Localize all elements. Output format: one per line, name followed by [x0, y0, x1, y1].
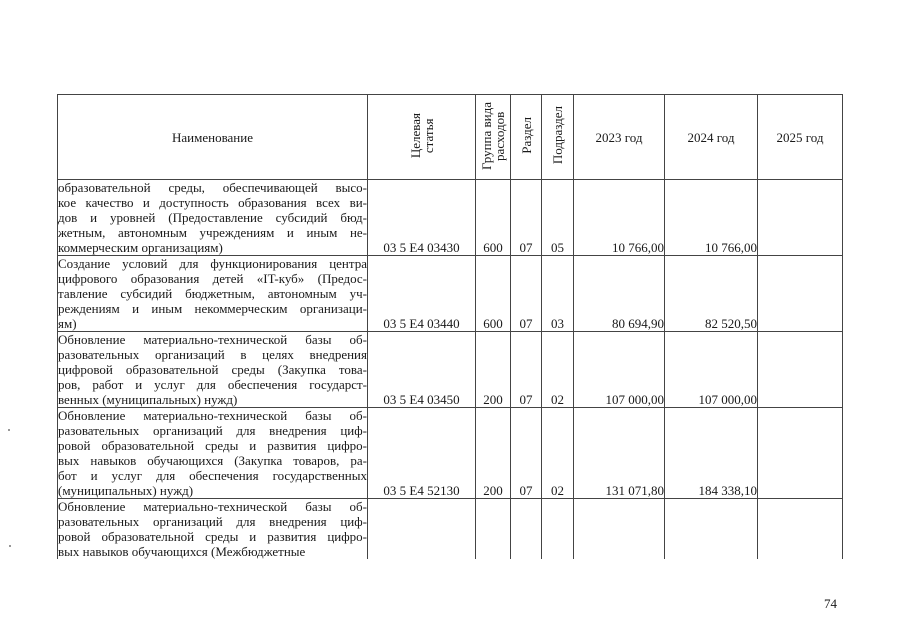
item-name-line: (муниципальных) нужд): [58, 483, 194, 498]
amount-2025-cell: [758, 408, 843, 499]
expense-group-cell: [476, 499, 511, 560]
item-name-line: Создание условий для функционирования центра: [58, 256, 367, 271]
amount-2024-cell: [665, 499, 758, 560]
item-name-line: кое качество и доступность образования всех ви-: [58, 195, 367, 210]
amount-2024-cell: 184 338,10: [665, 408, 758, 499]
amount-2024-cell: 10 766,00: [665, 180, 758, 256]
amount-2023-cell: [574, 499, 665, 560]
item-name-cell: [58, 180, 368, 256]
header-expense-group: Группа вида расходов: [476, 95, 511, 180]
item-name-line: дов и уровней (Предоставление субсидий бюд-: [58, 210, 367, 225]
item-name-cell: [58, 256, 368, 332]
target-article-cell: 03 5 E4 03450: [368, 332, 476, 408]
item-name-line: реждениям и иным некоммерческим организаци-: [58, 301, 367, 316]
subsection-cell: 02: [542, 332, 574, 408]
budget-table: [57, 94, 843, 559]
item-name-line: коммерческим организациям): [58, 240, 223, 255]
section-cell: 07: [511, 256, 542, 332]
item-name-line: жетным, автономным учреждениям и иным не-: [58, 225, 367, 240]
amount-2023-cell: 107 000,00: [574, 332, 665, 408]
expense-group-cell: 200: [476, 332, 511, 408]
page-number: 74: [824, 596, 837, 611]
scan-artifact: [8, 429, 10, 431]
item-name-line: венных (муниципальных) нужд): [58, 392, 238, 407]
section-cell: 07: [511, 332, 542, 408]
expense-group-cell: 200: [476, 408, 511, 499]
item-name-line: вых навыков обучающихся (Закупка товаров, ра-: [58, 453, 367, 468]
amount-2024-cell: 107 000,00: [665, 332, 758, 408]
amount-2025-cell: [758, 332, 843, 408]
amount-2023-cell: 131 071,80: [574, 408, 665, 499]
table-row: [58, 180, 843, 256]
item-name-line: Обновление материально-технической базы об-: [58, 499, 367, 514]
target-article-cell: 03 5 E4 52130: [368, 408, 476, 499]
item-name-line: разовательных организаций для внедрения циф-: [58, 423, 367, 438]
item-name-line: бот и услуг для обеспечения государственных: [58, 468, 367, 483]
expense-group-cell: 600: [476, 256, 511, 332]
subsection-cell: 05: [542, 180, 574, 256]
section-cell: 07: [511, 408, 542, 499]
table-row: [58, 256, 843, 332]
item-name-line: разовательных организаций в целях внедрения: [58, 347, 367, 362]
item-name-line: Обновление материально-технической базы об-: [58, 408, 367, 423]
item-name-line: образовательной среды, обеспечивающей высо-: [58, 180, 367, 195]
item-name-cell: [58, 332, 368, 408]
header-section: Раздел: [511, 95, 542, 180]
item-name-line: ям): [58, 316, 77, 331]
amount-2025-cell: [758, 180, 843, 256]
subsection-cell: 02: [542, 408, 574, 499]
item-name-line: ровой образовательной среды и развития цифро-: [58, 438, 367, 453]
expense-group-cell: 600: [476, 180, 511, 256]
target-article-cell: 03 5 E4 03440: [368, 256, 476, 332]
header-subsection: Подраздел: [542, 95, 574, 180]
amount-2025-cell: [758, 256, 843, 332]
header-2023: 2023 год: [574, 95, 665, 180]
item-name-cell: [58, 408, 368, 499]
target-article-cell: [368, 499, 476, 560]
header-2024: 2024 год: [665, 95, 758, 180]
item-name-line: вых навыков обучающихся (Межбюджетные: [58, 544, 306, 559]
amount-2023-cell: 10 766,00: [574, 180, 665, 256]
item-name-line: цифрового образования детей «IT-куб» (Предос-: [58, 271, 367, 286]
header-2025: 2025 год: [758, 95, 843, 180]
table-row: [58, 499, 843, 560]
header-target-article: Целевая статья: [368, 95, 476, 180]
target-article-cell: 03 5 E4 03430: [368, 180, 476, 256]
item-name-line: тавление субсидий бюджетным, автономным уч-: [58, 286, 367, 301]
table-row: [58, 332, 843, 408]
item-name-line: цифровой образовательной среды (Закупка това-: [58, 362, 367, 377]
amount-2025-cell: [758, 499, 843, 560]
amount-2023-cell: 80 694,90: [574, 256, 665, 332]
section-cell: 07: [511, 180, 542, 256]
item-name-line: Обновление материально-технической базы об-: [58, 332, 367, 347]
subsection-cell: [542, 499, 574, 560]
amount-2024-cell: 82 520,50: [665, 256, 758, 332]
table-row: [58, 408, 843, 499]
item-name-cell: [58, 499, 368, 560]
scan-artifact: [9, 545, 11, 547]
table-header-row: [58, 95, 843, 180]
subsection-cell: 03: [542, 256, 574, 332]
section-cell: [511, 499, 542, 560]
item-name-line: ров, работ и услуг для обеспечения государст-: [58, 377, 367, 392]
header-name: Наименование: [58, 95, 368, 180]
item-name-line: ровой образовательной среды и развития цифро-: [58, 529, 367, 544]
item-name-line: разовательных организаций для внедрения циф-: [58, 514, 367, 529]
